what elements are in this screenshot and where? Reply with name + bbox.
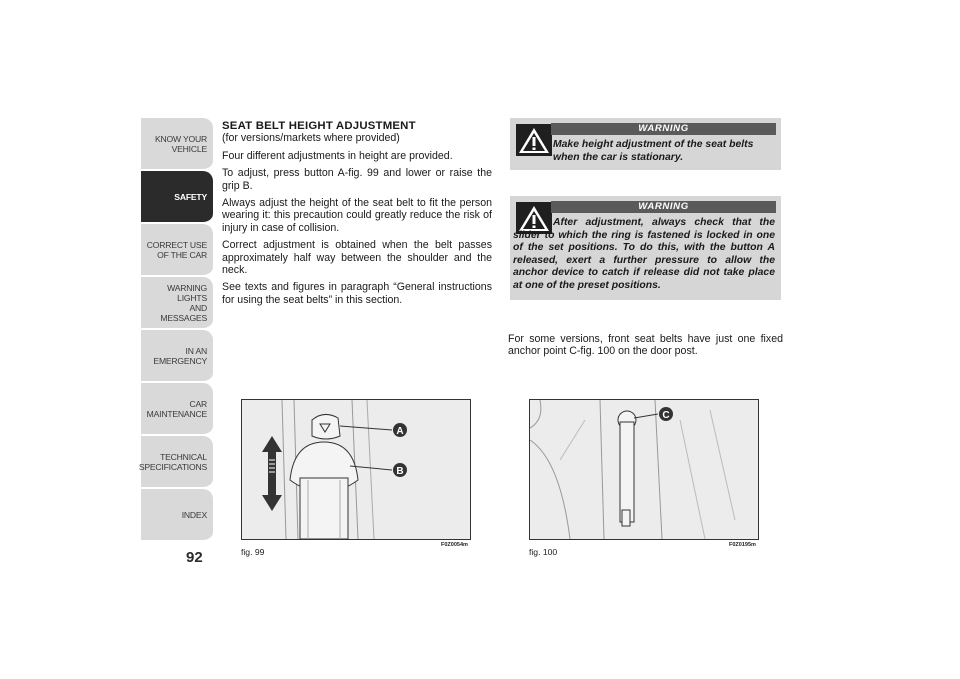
figure-code: F0Z0195m [729,542,756,548]
section-subheading: (for versions/markets where provided) [222,132,400,145]
callout-c: C [662,410,670,421]
warning-text: After adjustment, always check that the slider to which the ring is fastened is locked in one of the set positions. To do this, with the button A released, exert a further pressure to allow the anchor device to catch if release did not take place at one of the preset positions. [513,217,775,291]
tab-safety[interactable]: SAFETY [141,171,213,224]
warning-box [510,196,781,300]
paragraph: Always adjust the height of the seat belt to fit the person wearing it: this precaution could greatly reduce the risk of injury in case of collision. [222,197,492,234]
tab-correct-use[interactable]: CORRECT USE OF THE CAR [141,224,213,277]
tab-technical-specifications[interactable]: TECHNICAL SPECIFICATIONS [141,436,213,489]
figure-label: fig. 100 [529,547,558,557]
tab-warning-lights[interactable]: WARNING LIGHTS AND MESSAGES [141,277,213,330]
callout-b: B [396,466,404,477]
warning-triangle-icon [516,124,552,156]
tab-index[interactable]: INDEX [141,489,213,542]
warning-box [510,118,781,170]
warning-text: Make height adjustment of the seat belts when the car is stationary. [553,139,754,163]
paragraph: Correct adjustment is obtained when the belt passes approximately half way between the shoulder and the neck. [222,239,492,277]
figure-seat-belt-adjuster [241,399,471,540]
figure-code: F0Z0054m [441,542,468,548]
tab-car-maintenance[interactable]: CAR MAINTENANCE [141,383,213,436]
figure-label: fig. 99 [241,547,265,557]
page-number: 92 [186,549,203,566]
tab-emergency[interactable]: IN AN EMERGENCY [141,330,213,383]
paragraph: To adjust, press button A-fig. 99 and lower or raise the grip B. [222,167,492,192]
paragraph: Four different adjustments in height are provided. [222,149,453,162]
figure-fixed-anchor [529,399,759,540]
right-paragraph: For some versions, front seat belts have just one fixed anchor point C-fig. 100 on the door post. [508,333,783,358]
warning-title: WARNING [551,123,776,135]
section-heading: SEAT BELT HEIGHT ADJUSTMENT [222,120,416,132]
warning-title: WARNING [551,201,776,213]
left-column [222,120,492,311]
callout-a: A [396,426,404,437]
tab-know-your-vehicle[interactable]: KNOW YOUR VEHICLE [141,118,213,171]
paragraph: See texts and figures in paragraph “General instructions for using the seat belts” in this section. [222,281,492,306]
